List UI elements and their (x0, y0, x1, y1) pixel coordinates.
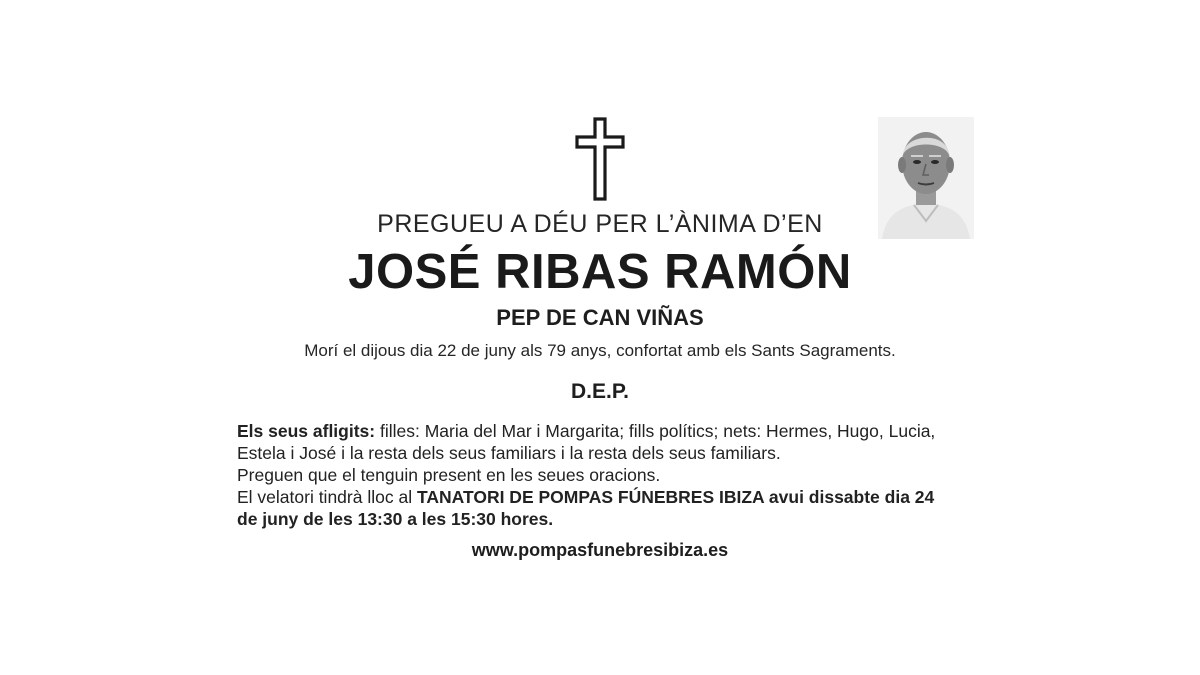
wake-line-1 (237, 486, 977, 508)
rip-label: D.E.P. (571, 380, 629, 403)
cross-icon (574, 117, 626, 201)
mourners-list: filles: Maria del Mar i Margarita; fills polítics; nets: Hermes, Hugo, Lucia, (375, 421, 936, 441)
wake-line-2: de juny de les 13:30 a les 15:30 hores. (237, 509, 554, 529)
deceased-nickname: PEP DE CAN VIÑAS (496, 305, 704, 330)
prayer-line: PREGUEU A DÉU PER L’ÀNIMA D’EN (377, 210, 823, 238)
mourners-label: Els seus afligits: (237, 421, 376, 441)
notice-body (237, 420, 977, 530)
wake-prefix: El velatori tindrà lloc al (237, 487, 417, 507)
wake-venue: TANATORI DE POMPAS FÚNEBRES IBIZA avui dissabte dia 24 (416, 487, 935, 507)
death-details: Morí el dijous dia 22 de juny als 79 anys, confortat amb els Sants Sagraments. (304, 341, 896, 360)
deceased-name: JOSÉ RIBAS RAMÓN (348, 245, 852, 299)
website-link[interactable]: www.pompasfunebresibiza.es (471, 540, 729, 560)
mourners-line-1 (237, 420, 977, 442)
mourners-line-2: Estela i José i la resta dels seus familiars i la resta dels seus familiars. (237, 443, 781, 463)
prayer-request: Preguen que el tenguin present en les seues oracions. (237, 465, 661, 485)
